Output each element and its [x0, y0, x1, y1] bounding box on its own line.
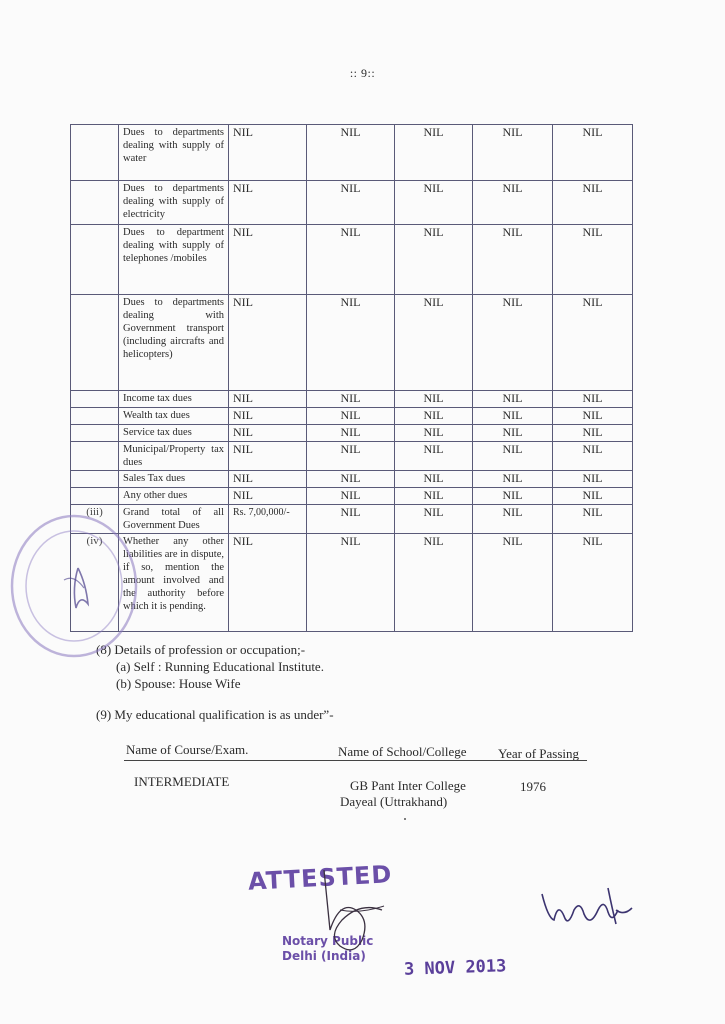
due-value: NIL	[473, 488, 553, 505]
table-row	[71, 295, 633, 391]
due-value: NIL	[395, 225, 473, 295]
due-value: NIL	[395, 505, 473, 534]
row-number	[71, 408, 119, 425]
course-name: INTERMEDIATE	[134, 774, 230, 789]
school-name-line1: GB Pant Inter College	[350, 778, 466, 793]
due-value: NIL	[553, 505, 633, 534]
page-number: :: 9::	[349, 66, 376, 80]
due-value: NIL	[307, 505, 395, 534]
due-value: NIL	[553, 181, 633, 225]
due-description: Wealth tax dues	[119, 408, 229, 425]
due-value: NIL	[307, 125, 395, 181]
due-value: NIL	[395, 442, 473, 471]
notary-line1: Notary Public	[282, 934, 374, 948]
due-value: NIL	[229, 391, 307, 408]
due-value: NIL	[307, 442, 395, 471]
header-underline	[124, 760, 587, 761]
row-number	[71, 125, 119, 181]
due-value: NIL	[307, 408, 395, 425]
row-number	[71, 225, 119, 295]
due-description: Dues to departments dealing with supply of electricity	[119, 181, 229, 225]
due-description: Service tax dues	[119, 425, 229, 442]
due-value: NIL	[395, 408, 473, 425]
due-description: Dues to departments dealing with Government transport (including aircrafts and helicopters)	[119, 295, 229, 391]
due-value: NIL	[229, 534, 307, 632]
due-value: NIL	[473, 425, 553, 442]
table-row	[71, 225, 633, 295]
notary-seal-icon	[6, 508, 146, 658]
due-value: NIL	[395, 125, 473, 181]
attested-stamp: ATTESTED	[247, 860, 394, 896]
stray-dot	[404, 818, 406, 820]
due-description: Sales Tax dues	[119, 471, 229, 488]
due-description: Any other dues	[119, 488, 229, 505]
due-value: NIL	[229, 225, 307, 295]
due-value: NIL	[473, 295, 553, 391]
due-value: NIL	[473, 471, 553, 488]
due-value: NIL	[307, 488, 395, 505]
due-value: NIL	[473, 505, 553, 534]
profession-heading: (8) Details of profession or occupation;-	[96, 642, 306, 657]
due-value: NIL	[307, 425, 395, 442]
due-value: NIL	[307, 225, 395, 295]
due-value: NIL	[395, 425, 473, 442]
due-value: NIL	[395, 488, 473, 505]
due-value: NIL	[553, 295, 633, 391]
table-row	[71, 505, 633, 534]
table-row	[71, 391, 633, 408]
table-row	[71, 488, 633, 505]
table-row	[71, 425, 633, 442]
due-value: NIL	[553, 225, 633, 295]
due-value: NIL	[553, 125, 633, 181]
due-value: NIL	[473, 442, 553, 471]
declarant-signature-icon	[538, 880, 638, 930]
table-row	[71, 442, 633, 471]
due-value: NIL	[229, 181, 307, 225]
due-value: NIL	[307, 181, 395, 225]
date-stamp: 3 NOV 2013	[403, 956, 507, 980]
due-value: NIL	[229, 425, 307, 442]
due-value: NIL	[395, 295, 473, 391]
row-number	[71, 391, 119, 408]
col-course-header: Name of Course/Exam.	[126, 742, 249, 757]
dues-table	[70, 124, 633, 632]
year-passing: 1976	[520, 779, 546, 794]
row-number	[71, 425, 119, 442]
due-value: NIL	[395, 534, 473, 632]
due-value: NIL	[229, 125, 307, 181]
school-name-line2: Dayeal (Uttrakhand)	[340, 794, 448, 809]
table-row	[71, 181, 633, 225]
row-number	[71, 488, 119, 505]
due-value: NIL	[553, 471, 633, 488]
due-value: NIL	[553, 408, 633, 425]
due-value: NIL	[229, 488, 307, 505]
due-value: NIL	[395, 471, 473, 488]
row-number	[71, 295, 119, 391]
due-description: Municipal/Property tax dues	[119, 442, 229, 471]
due-value: NIL	[473, 181, 553, 225]
due-value: NIL	[473, 408, 553, 425]
profession-self: (a) Self : Running Educational Institute.	[116, 659, 324, 674]
row-number	[71, 471, 119, 488]
row-number	[71, 181, 119, 225]
due-value: NIL	[553, 488, 633, 505]
due-description: Income tax dues	[119, 391, 229, 408]
profession-spouse: (b) Spouse: House Wife	[116, 676, 241, 691]
due-value: NIL	[553, 391, 633, 408]
due-value: NIL	[395, 391, 473, 408]
due-description: Dues to departments dealing with supply of water	[119, 125, 229, 181]
table-row	[71, 534, 633, 632]
due-value: NIL	[307, 391, 395, 408]
row-number: (iv)	[71, 534, 119, 632]
due-value: NIL	[473, 534, 553, 632]
due-description: Grand total of all Government Dues	[119, 505, 229, 534]
due-value: NIL	[553, 442, 633, 471]
col-school-header: Name of School/College	[338, 744, 467, 759]
due-value: NIL	[229, 408, 307, 425]
due-value: NIL	[229, 471, 307, 488]
row-number: (iii)	[71, 505, 119, 534]
education-heading: (9) My educational qualification is as under”-	[96, 707, 334, 722]
due-value: NIL	[473, 391, 553, 408]
row-number	[71, 442, 119, 471]
due-value: NIL	[229, 442, 307, 471]
due-value: NIL	[229, 295, 307, 391]
table-row	[71, 408, 633, 425]
due-value: NIL	[307, 295, 395, 391]
due-value: NIL	[553, 425, 633, 442]
due-value: Rs. 7,00,000/-	[229, 505, 307, 534]
due-value: NIL	[307, 534, 395, 632]
table-row	[71, 125, 633, 181]
col-year-header: Year of Passing	[498, 746, 580, 761]
due-value: NIL	[473, 125, 553, 181]
notary-line2: Delhi (India)	[282, 949, 366, 963]
due-description: Whether any other liabilities are in dispute, if so, mention the amount involved and the authority before which it is pending.	[119, 534, 229, 632]
due-value: NIL	[395, 181, 473, 225]
notary-signature-icon	[310, 870, 400, 960]
due-description: Dues to department dealing with supply of telephones /mobiles	[119, 225, 229, 295]
due-value: NIL	[473, 225, 553, 295]
due-value: NIL	[307, 471, 395, 488]
due-value: NIL	[553, 534, 633, 632]
table-row	[71, 471, 633, 488]
